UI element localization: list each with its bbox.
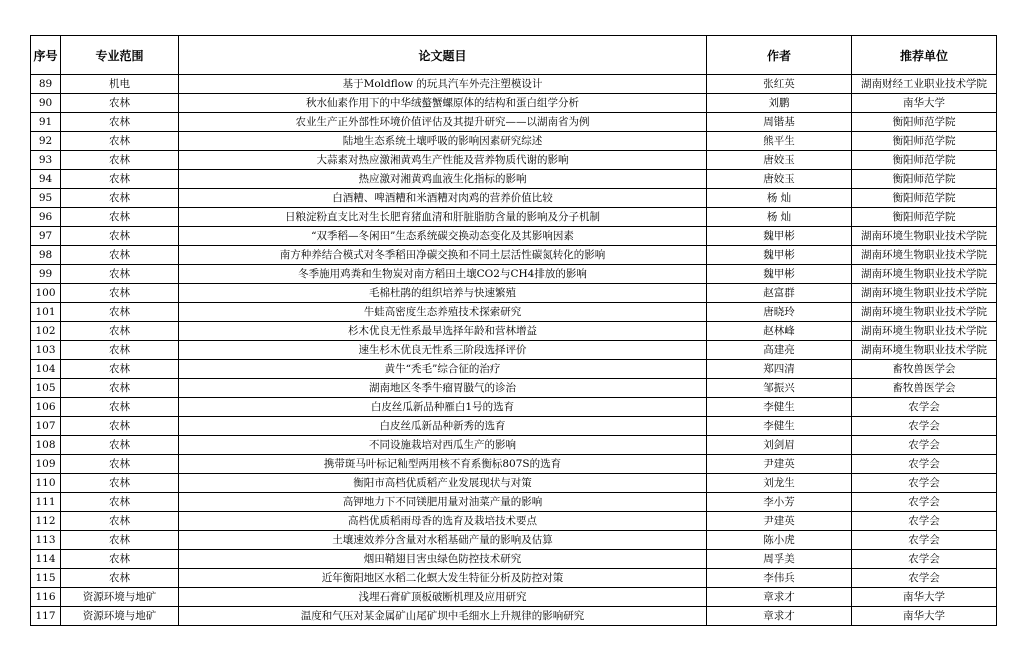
cell-no: 97 bbox=[31, 227, 61, 246]
cell-author: 赵富群 bbox=[707, 284, 852, 303]
cell-category: 农林 bbox=[61, 189, 179, 208]
cell-category: 农林 bbox=[61, 512, 179, 531]
cell-unit: 湖南环境生物职业技术学院 bbox=[852, 341, 997, 360]
cell-title: 热应激对湘黄鸡血液生化指标的影响 bbox=[179, 170, 707, 189]
cell-author: 杨 灿 bbox=[707, 208, 852, 227]
cell-unit: 南华大学 bbox=[852, 588, 997, 607]
cell-category: 农林 bbox=[61, 417, 179, 436]
cell-category: 农林 bbox=[61, 132, 179, 151]
cell-title: 速生杉木优良无性系三阶段选择评价 bbox=[179, 341, 707, 360]
cell-category: 农林 bbox=[61, 341, 179, 360]
cell-author: 赵林峰 bbox=[707, 322, 852, 341]
table-row bbox=[31, 189, 997, 208]
cell-unit: 衡阳师范学院 bbox=[852, 170, 997, 189]
cell-no: 102 bbox=[31, 322, 61, 341]
table-row bbox=[31, 550, 997, 569]
cell-category: 农林 bbox=[61, 151, 179, 170]
cell-no: 115 bbox=[31, 569, 61, 588]
header-title: 论文题目 bbox=[179, 36, 707, 75]
cell-author: 郑四清 bbox=[707, 360, 852, 379]
cell-title: 冬季施用鸡粪和生物炭对南方稻田土壤CO2与CH4排放的影响 bbox=[179, 265, 707, 284]
table-row bbox=[31, 569, 997, 588]
cell-no: 108 bbox=[31, 436, 61, 455]
cell-title: 温度和气压对某金属矿山尾矿坝中毛细水上升规律的影响研究 bbox=[179, 607, 707, 626]
cell-no: 111 bbox=[31, 493, 61, 512]
cell-category: 农林 bbox=[61, 284, 179, 303]
cell-author: 张红英 bbox=[707, 75, 852, 94]
cell-author: 杨 灿 bbox=[707, 189, 852, 208]
cell-category: 农林 bbox=[61, 474, 179, 493]
cell-author: 邹振兴 bbox=[707, 379, 852, 398]
cell-title: 秋水仙素作用下的中华绒螯蟹螺原体的结构和蛋白组学分析 bbox=[179, 94, 707, 113]
cell-title: 湖南地区冬季牛瘤胃臌气的诊治 bbox=[179, 379, 707, 398]
cell-author: 周锴基 bbox=[707, 113, 852, 132]
cell-no: 100 bbox=[31, 284, 61, 303]
cell-title: 土壤速效养分含量对水稻基础产量的影响及估算 bbox=[179, 531, 707, 550]
table-row bbox=[31, 246, 997, 265]
cell-category: 农林 bbox=[61, 436, 179, 455]
cell-category: 农林 bbox=[61, 170, 179, 189]
cell-category: 农林 bbox=[61, 265, 179, 284]
cell-unit: 衡阳师范学院 bbox=[852, 208, 997, 227]
cell-no: 89 bbox=[31, 75, 61, 94]
cell-category: 机电 bbox=[61, 75, 179, 94]
table-row bbox=[31, 75, 997, 94]
cell-category: 农林 bbox=[61, 360, 179, 379]
cell-unit: 湖南财经工业职业技术学院 bbox=[852, 75, 997, 94]
cell-title: 高档优质稻雨母香的选育及栽培技术要点 bbox=[179, 512, 707, 531]
cell-title: 黄牛“秃毛”综合征的治疗 bbox=[179, 360, 707, 379]
table-row bbox=[31, 360, 997, 379]
cell-title: 近年衡阳地区水稻二化螟大发生特征分析及防控对策 bbox=[179, 569, 707, 588]
cell-no: 96 bbox=[31, 208, 61, 227]
cell-unit: 农学会 bbox=[852, 493, 997, 512]
cell-title: 陆地生态系统土壤呼吸的影响因素研究综述 bbox=[179, 132, 707, 151]
cell-no: 110 bbox=[31, 474, 61, 493]
cell-no: 99 bbox=[31, 265, 61, 284]
cell-title: 大蒜素对热应激湘黄鸡生产性能及营养物质代谢的影响 bbox=[179, 151, 707, 170]
cell-unit: 农学会 bbox=[852, 569, 997, 588]
cell-title: “双季稻—冬闲田”生态系统碳交换动态变化及其影响因素 bbox=[179, 227, 707, 246]
cell-author: 刘鹏 bbox=[707, 94, 852, 113]
cell-unit: 农学会 bbox=[852, 398, 997, 417]
cell-author: 尹建英 bbox=[707, 512, 852, 531]
cell-title: 毛棉杜鹃的组织培养与快速繁殖 bbox=[179, 284, 707, 303]
cell-author: 唐姣玉 bbox=[707, 151, 852, 170]
cell-category: 农林 bbox=[61, 303, 179, 322]
cell-unit: 农学会 bbox=[852, 417, 997, 436]
table-row bbox=[31, 436, 997, 455]
cell-title: 白酒糟、啤酒糟和米酒糟对肉鸡的营养价值比较 bbox=[179, 189, 707, 208]
cell-category: 农林 bbox=[61, 379, 179, 398]
cell-unit: 农学会 bbox=[852, 455, 997, 474]
header-unit: 推荐单位 bbox=[852, 36, 997, 75]
cell-category: 农林 bbox=[61, 531, 179, 550]
cell-author: 刘剑眉 bbox=[707, 436, 852, 455]
cell-no: 116 bbox=[31, 588, 61, 607]
table-row bbox=[31, 284, 997, 303]
cell-title: 烟田鞘翅目害虫绿色防控技术研究 bbox=[179, 550, 707, 569]
cell-category: 农林 bbox=[61, 493, 179, 512]
cell-no: 107 bbox=[31, 417, 61, 436]
cell-author: 高建亮 bbox=[707, 341, 852, 360]
cell-author: 周孚美 bbox=[707, 550, 852, 569]
cell-category: 资源环境与地矿 bbox=[61, 588, 179, 607]
cell-author: 刘龙生 bbox=[707, 474, 852, 493]
header-row bbox=[31, 36, 997, 75]
cell-title: 白皮丝瓜新品种新秀的选育 bbox=[179, 417, 707, 436]
cell-unit: 湖南环境生物职业技术学院 bbox=[852, 227, 997, 246]
table-row bbox=[31, 417, 997, 436]
cell-no: 106 bbox=[31, 398, 61, 417]
header-category: 专业范围 bbox=[61, 36, 179, 75]
cell-title: 农业生产正外部性环境价值评估及其提升研究——以湖南省为例 bbox=[179, 113, 707, 132]
cell-unit: 湖南环境生物职业技术学院 bbox=[852, 322, 997, 341]
cell-unit: 农学会 bbox=[852, 474, 997, 493]
cell-category: 农林 bbox=[61, 569, 179, 588]
cell-author: 唐晓玲 bbox=[707, 303, 852, 322]
cell-category: 资源环境与地矿 bbox=[61, 607, 179, 626]
cell-author: 李伟兵 bbox=[707, 569, 852, 588]
cell-unit: 衡阳师范学院 bbox=[852, 189, 997, 208]
table-row bbox=[31, 113, 997, 132]
cell-unit: 农学会 bbox=[852, 436, 997, 455]
table-row bbox=[31, 493, 997, 512]
cell-unit: 湖南环境生物职业技术学院 bbox=[852, 284, 997, 303]
cell-no: 92 bbox=[31, 132, 61, 151]
cell-author: 李小芳 bbox=[707, 493, 852, 512]
cell-no: 90 bbox=[31, 94, 61, 113]
cell-unit: 湖南环境生物职业技术学院 bbox=[852, 246, 997, 265]
cell-unit: 畜牧兽医学会 bbox=[852, 379, 997, 398]
cell-title: 衡阳市高档优质稻产业发展现状与对策 bbox=[179, 474, 707, 493]
cell-no: 113 bbox=[31, 531, 61, 550]
cell-no: 105 bbox=[31, 379, 61, 398]
cell-title: 杉木优良无性系最早选择年龄和营林增益 bbox=[179, 322, 707, 341]
cell-no: 98 bbox=[31, 246, 61, 265]
table-row bbox=[31, 607, 997, 626]
cell-category: 农林 bbox=[61, 227, 179, 246]
table-row bbox=[31, 455, 997, 474]
cell-title: 日粮淀粉直支比对生长肥育猪血清和肝脏脂肪含量的影响及分子机制 bbox=[179, 208, 707, 227]
paper-list-table bbox=[30, 35, 997, 626]
cell-unit: 衡阳师范学院 bbox=[852, 151, 997, 170]
table-row bbox=[31, 132, 997, 151]
table-row bbox=[31, 208, 997, 227]
cell-author: 李健生 bbox=[707, 398, 852, 417]
cell-author: 李健生 bbox=[707, 417, 852, 436]
table-row bbox=[31, 303, 997, 322]
cell-unit: 衡阳师范学院 bbox=[852, 113, 997, 132]
cell-no: 112 bbox=[31, 512, 61, 531]
cell-no: 91 bbox=[31, 113, 61, 132]
cell-author: 章求才 bbox=[707, 588, 852, 607]
table-row bbox=[31, 379, 997, 398]
cell-author: 唐姣玉 bbox=[707, 170, 852, 189]
cell-no: 114 bbox=[31, 550, 61, 569]
cell-category: 农林 bbox=[61, 455, 179, 474]
cell-title: 不同设施栽培对西瓜生产的影响 bbox=[179, 436, 707, 455]
table-row bbox=[31, 531, 997, 550]
cell-unit: 南华大学 bbox=[852, 607, 997, 626]
cell-no: 94 bbox=[31, 170, 61, 189]
cell-title: 浅埋石膏矿顶板破断机理及应用研究 bbox=[179, 588, 707, 607]
cell-author: 章求才 bbox=[707, 607, 852, 626]
header-no: 序号 bbox=[31, 36, 61, 75]
cell-title: 牛蛙高密度生态养殖技术探索研究 bbox=[179, 303, 707, 322]
cell-unit: 衡阳师范学院 bbox=[852, 132, 997, 151]
cell-unit: 南华大学 bbox=[852, 94, 997, 113]
cell-title: 高钾地力下不同镁肥用量对油菜产量的影响 bbox=[179, 493, 707, 512]
table-row bbox=[31, 398, 997, 417]
cell-no: 95 bbox=[31, 189, 61, 208]
cell-no: 93 bbox=[31, 151, 61, 170]
cell-category: 农林 bbox=[61, 94, 179, 113]
cell-author: 魏甲彬 bbox=[707, 246, 852, 265]
cell-unit: 农学会 bbox=[852, 512, 997, 531]
cell-no: 109 bbox=[31, 455, 61, 474]
cell-no: 101 bbox=[31, 303, 61, 322]
table-row bbox=[31, 227, 997, 246]
cell-no: 104 bbox=[31, 360, 61, 379]
table-row bbox=[31, 322, 997, 341]
table-row bbox=[31, 588, 997, 607]
cell-category: 农林 bbox=[61, 398, 179, 417]
table-row bbox=[31, 170, 997, 189]
table-row bbox=[31, 94, 997, 113]
cell-category: 农林 bbox=[61, 208, 179, 227]
cell-unit: 农学会 bbox=[852, 550, 997, 569]
table-row bbox=[31, 474, 997, 493]
table-row bbox=[31, 265, 997, 284]
cell-author: 陈小虎 bbox=[707, 531, 852, 550]
cell-category: 农林 bbox=[61, 550, 179, 569]
cell-category: 农林 bbox=[61, 246, 179, 265]
table-row bbox=[31, 151, 997, 170]
cell-title: 南方种养结合模式对冬季稻田净碳交换和不同土层活性碳氮转化的影响 bbox=[179, 246, 707, 265]
header-author: 作者 bbox=[707, 36, 852, 75]
cell-unit: 湖南环境生物职业技术学院 bbox=[852, 303, 997, 322]
cell-unit: 湖南环境生物职业技术学院 bbox=[852, 265, 997, 284]
table-body bbox=[31, 75, 997, 626]
table-row bbox=[31, 341, 997, 360]
cell-title: 基于Moldflow 的玩具汽车外壳注塑模设计 bbox=[179, 75, 707, 94]
cell-author: 尹建英 bbox=[707, 455, 852, 474]
cell-category: 农林 bbox=[61, 322, 179, 341]
cell-unit: 农学会 bbox=[852, 531, 997, 550]
cell-no: 117 bbox=[31, 607, 61, 626]
cell-unit: 畜牧兽医学会 bbox=[852, 360, 997, 379]
cell-no: 103 bbox=[31, 341, 61, 360]
cell-author: 魏甲彬 bbox=[707, 227, 852, 246]
cell-title: 携带斑马叶标记籼型两用核不育系衡标807S的选育 bbox=[179, 455, 707, 474]
cell-author: 魏甲彬 bbox=[707, 265, 852, 284]
cell-author: 熊平生 bbox=[707, 132, 852, 151]
table-row bbox=[31, 512, 997, 531]
cell-title: 白皮丝瓜新品种雁白1号的选育 bbox=[179, 398, 707, 417]
cell-category: 农林 bbox=[61, 113, 179, 132]
